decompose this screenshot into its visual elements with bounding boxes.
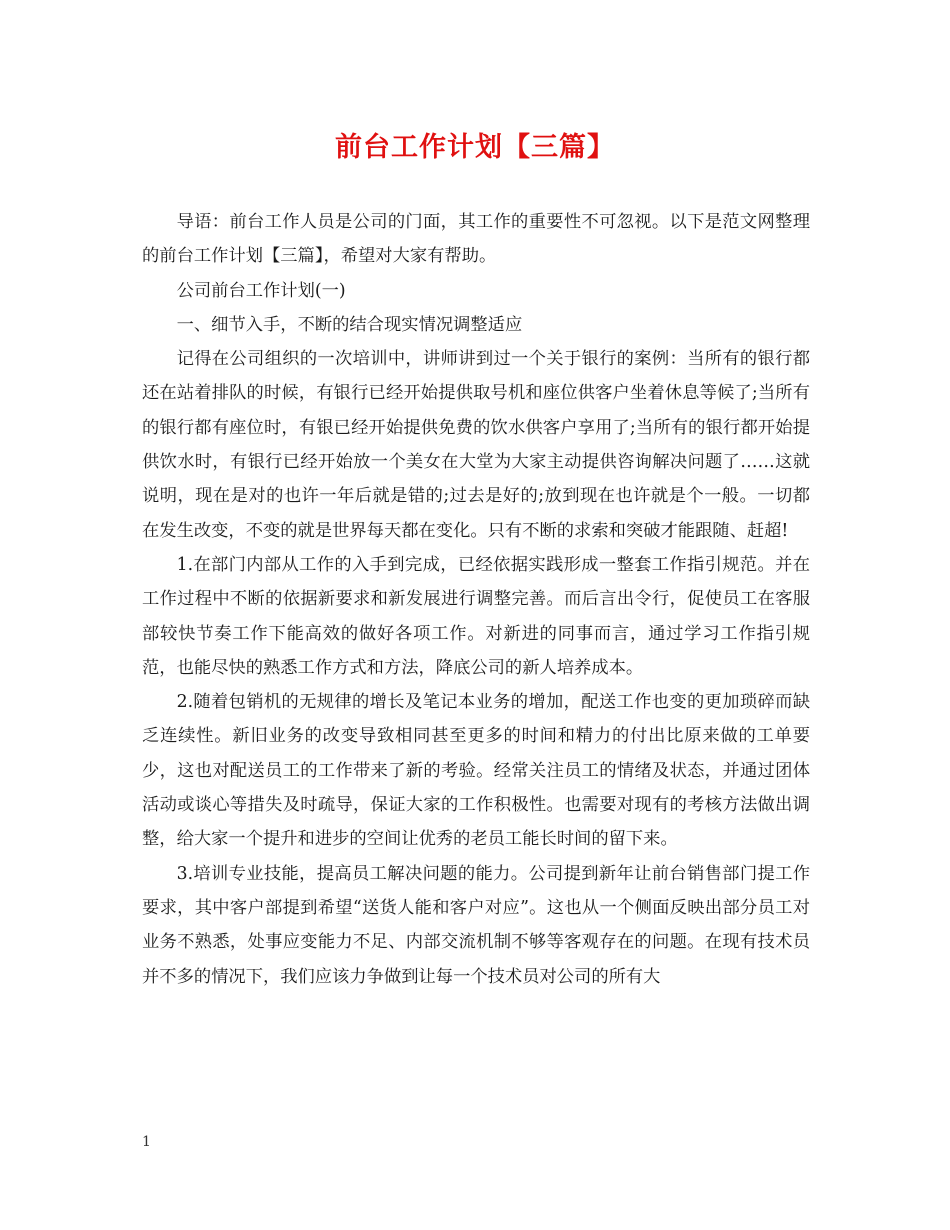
intro-paragraph: 导语：前台工作人员是公司的门面，其工作的重要性不可忽视。以下是范文网整理的前台工作计划【三篇】，希望对大家有帮助。: [142, 212, 810, 267]
body-paragraph: 记得在公司组织的一次培训中，讲师讲到过一个关于银行的案例：当所有的银行都还在站着排队的时候，有银行已经开始提供取号机和座位供客户坐着休息等候了;当所有的银行都有座位时，有银已经开始提供免费的饮水供客户享用了;当所有的银行都开始提供饮水时，有银行已经开始放一个美女在大堂为大家主动提供咨询解决问题了……这就说明，现在是对的也许一年后就是错的;过去是好的;放到现在也许就是个一般。一切都在发生改变，不变的就是世界每天都在变化。只有不断的求索和突破才能跟随、赶超!: [142, 349, 810, 541]
body-paragraph: 1.在部门内部从工作的入手到完成，已经依据实践形成一整套工作指引规范。并在工作过程中不断的依据新要求和新发展进行调整完善。而后言出令行，促使员工在客服部较快节奏工作下能高效的做好各项工作。对新进的同事而言，通过学习工作指引规范，也能尽快的熟悉工作方式和方法，降底公司的新人培养成本。: [142, 554, 810, 678]
body-paragraph: 2.随着包销机的无规律的增长及笔记本业务的增加，配送工作也变的更加琐碎而缺乏连续性。新旧业务的改变导致相同甚至更多的时间和精力的付出比原来做的工单要少，这也对配送员工的工作带来了新的考验。经常关注员工的情绪及状态，并通过团体活动或谈心等措失及时疏导，保证大家的工作积极性。也需要对现有的考核方法做出调整，给大家一个提升和进步的空间让优秀的老员工能长时间的留下来。: [142, 692, 810, 850]
document-body: [142, 205, 810, 994]
document-title: 前台工作计划【三篇】: [335, 132, 615, 163]
section-heading: 公司前台工作计划(一): [176, 280, 346, 301]
page-number: 1: [142, 1134, 151, 1150]
body-paragraph: 3.培训专业技能，提高员工解决问题的能力。公司提到新年让前台销售部门提工作要求，其中客户部提到希望“送货人能和客户对应”。这也从一个侧面反映出部分员工对业务不熟悉，处事应变能力不足、内部交流机制不够等客观存在的问题。在现有技术员并不多的情况下，我们应该力争做到让每一个技术员对公司的所有大: [142, 863, 810, 987]
subsection-heading: 一、细节入手，不断的结合现实情况调整适应: [176, 314, 523, 335]
